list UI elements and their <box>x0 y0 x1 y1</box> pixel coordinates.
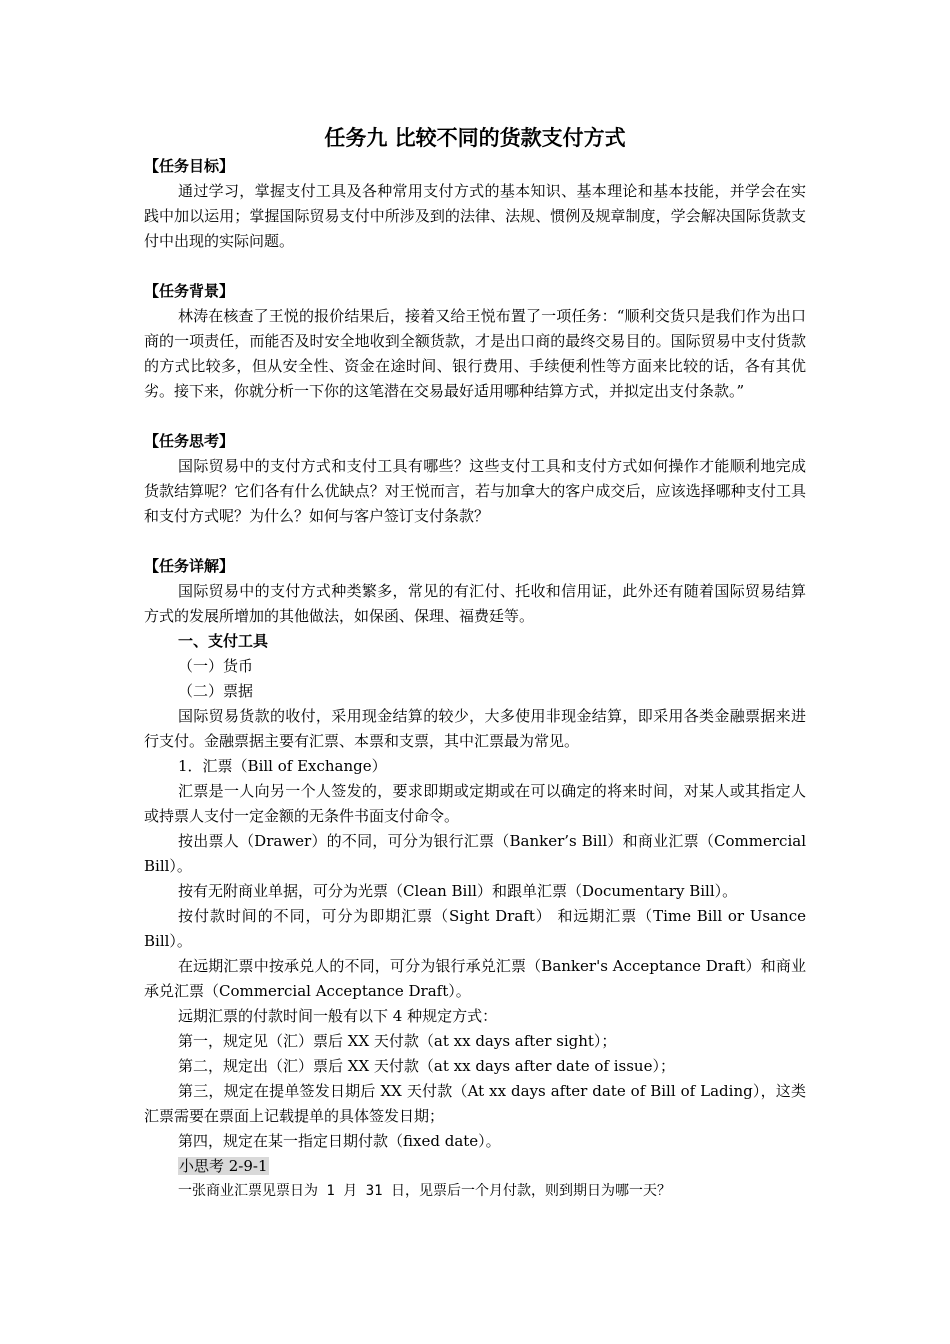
subheading-payment-tools: 一、支付工具 <box>178 632 269 650</box>
heading-background: 【任务背景】 <box>144 282 235 300</box>
heading-detail: 【任务详解】 <box>144 557 235 575</box>
payment-way-2: 第二，规定出（汇）票后 XX 天付款（at xx days after date of issue）； <box>178 1057 675 1075</box>
payment-way-4: 第四，规定在某一指定日期付款（fixed date）。 <box>178 1132 501 1150</box>
payment-way-1: 第一，规定见（汇）票后 XX 天付款（at xx days after sight）； <box>178 1032 617 1050</box>
item-bill-of-exchange: 1．汇票（Bill of Exchange） <box>178 757 387 775</box>
subheading-currency: （一）货币 <box>178 657 254 675</box>
page-title: 任务九 比较不同的货款支付方式 <box>324 126 626 150</box>
think-label: 小思考 2-9-1 <box>179 1157 268 1175</box>
background-paragraph: 林涛在核查了王悦的报价结果后，接着又给王悦布置了一项任务：“顺利交货只是我们作为出口商的一项责任，而能否及时安全地收到全额货款，才是出口商的最终交易目的。国际贸易中支付货款的方式比较多，但从安全性、资金在途时间、银行费用、手续便利性等方面来比较的话，各有其优劣。接下来，你就分析一下你的这笔潜在交易最好适用哪种结算方式，并拟定出支付条款。” <box>144 307 806 400</box>
bills-intro: 国际贸易货款的收付，采用现金结算的较少，大多使用非现金结算，即采用各类金融票据来进行支付。金融票据主要有汇票、本票和支票，其中汇票最为常见。 <box>144 707 806 750</box>
think-box-line <box>144 1154 806 1179</box>
spacer <box>144 529 806 554</box>
document-page <box>144 122 806 1204</box>
classification-documents: 按有无附商业单据，可分为光票（Clean Bill）和跟单汇票（Documentary Bill）。 <box>178 882 738 900</box>
payment-time-intro: 远期汇票的付款时间一般有以下 4 种规定方式： <box>178 1007 498 1025</box>
subheading-bills: （二）票据 <box>178 682 254 700</box>
bill-definition: 汇票是一人向另一个人签发的，要求即期或定期或在可以确定的将来时间，对某人或其指定人或持票人支付一定金额的无条件书面支付命令。 <box>144 782 806 825</box>
thinking-paragraph: 国际贸易中的支付方式和支付工具有哪些？这些支付工具和支付方式如何操作才能顺利地完成货款结算呢？它们各有什么优缺点？对王悦而言，若与加拿大的客户成交后，应该选择哪种支付工具和支付方式呢？为什么？如何与客户签订支付条款？ <box>144 457 806 525</box>
heading-thinking: 【任务思考】 <box>144 432 235 450</box>
classification-acceptor: 在远期汇票中按承兑人的不同，可分为银行承兑汇票（Banker's Acceptance Draft）和商业承兑汇票（Commercial Acceptance Draft）。 <box>144 957 806 1000</box>
detail-intro: 国际贸易中的支付方式种类繁多，常见的有汇付、托收和信用证，此外还有随着国际贸易结算方式的发展所增加的其他做法，如保函、保理、福费廷等。 <box>144 582 806 625</box>
goal-paragraph: 通过学习，掌握支付工具及各种常用支付方式的基本知识、基本理论和基本技能，并学会在实践中加以运用；掌握国际贸易支付中所涉及到的法律、法规、惯例及规章制度，学会解决国际货款支付中出现的实际问题。 <box>144 182 806 250</box>
spacer <box>144 404 806 429</box>
classification-time: 按付款时间的不同，可分为即期汇票（Sight Draft） 和远期汇票（Time Bill or Usance Bill）。 <box>144 907 806 950</box>
heading-goal: 【任务目标】 <box>144 157 235 175</box>
spacer <box>144 254 806 279</box>
think-question: 一张商业汇票见票日为 1 月 31 日，见票后一个月付款，则到期日为哪一天？ <box>178 1183 671 1199</box>
classification-drawer: 按出票人（Drawer）的不同，可分为银行汇票（Banker’s Bill）和商业汇票（Commercial Bill）。 <box>144 832 806 875</box>
payment-way-3: 第三，规定在提单签发日期后 XX 天付款（At xx days after date of Bill of Lading），这类汇票需要在票面上记载提单的具体签发日期； <box>144 1082 806 1125</box>
